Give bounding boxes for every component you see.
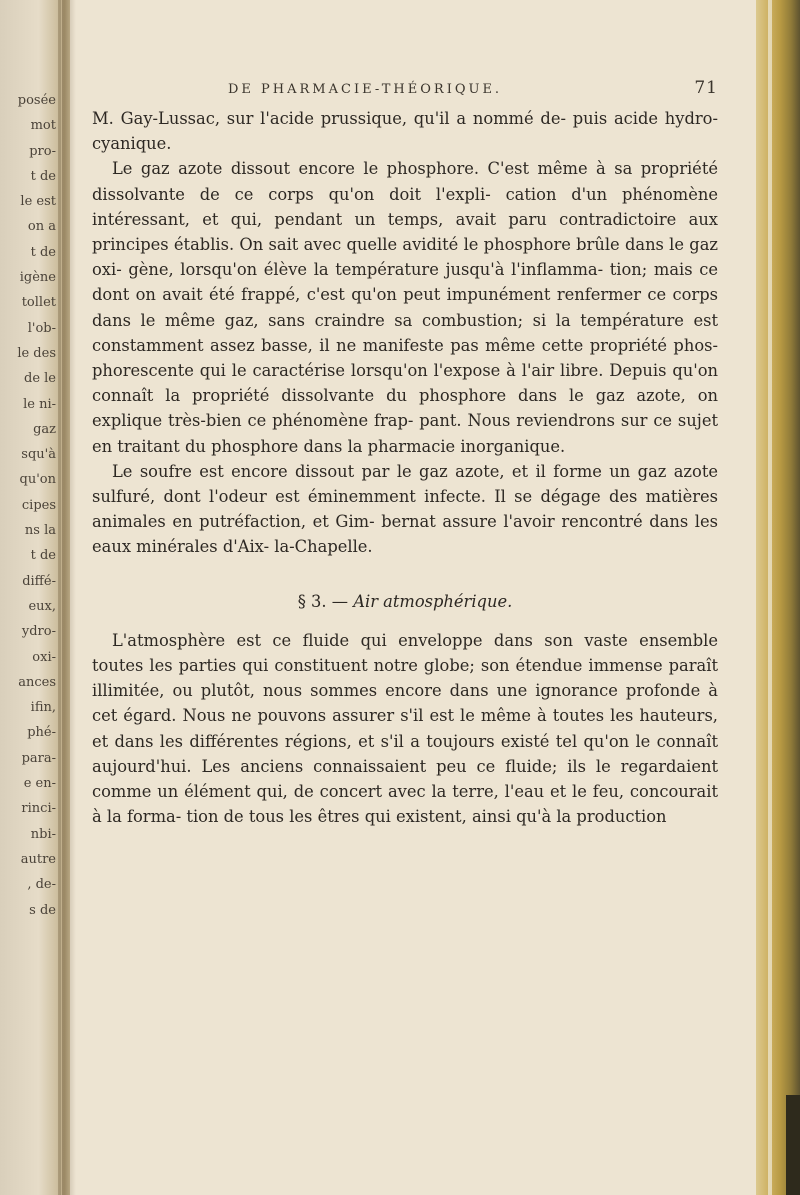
- facing-page-bleed: [0, 88, 58, 923]
- bleed-fragment: t de: [30, 548, 56, 564]
- section-number: § 3.: [297, 591, 327, 611]
- section-dash: —: [331, 591, 349, 611]
- bleed-fragment: oxi-: [32, 649, 56, 665]
- bleed-fragment: ydro-: [21, 624, 56, 640]
- bleed-fragment: gaz: [33, 421, 56, 437]
- bleed-fragment: para-: [21, 750, 56, 766]
- running-header: [92, 78, 718, 106]
- bleed-fragment: le ni-: [23, 396, 56, 412]
- binding-strip: [768, 0, 772, 1195]
- bleed-fragment: t de: [30, 244, 56, 260]
- paragraph: L'atmosphère est ce fluide qui enveloppe dans son vaste ensemble toutes les parties qui constituent notre globe; son étendue immense paraît illimitée, ou plutôt, nous sommes encore dans une ignorance profonde à cet égard. Nous ne pouvons assurer s'il est le même à toutes les hauteurs, et dans les différentes régions, et s'il a toujours existé tel qu'on le connaît aujourd'hui. Les anciens connaissaient peu ce fluide; ils le regardaient comme un élément qui, de concert avec la terre, l'eau et le feu, concourait à la forma- tion de tous les êtres qui existent, ainsi qu'à la production: [92, 630, 718, 827]
- bleed-fragment: , de-: [27, 877, 56, 893]
- binding-dark-corner: [786, 1095, 800, 1195]
- bleed-fragment: posée: [17, 93, 56, 108]
- bleed-fragment: le des: [17, 345, 56, 361]
- running-title: DE PHARMACIE-THÉORIQUE.: [228, 82, 503, 97]
- bleed-fragment: on a: [27, 219, 56, 235]
- bleed-fragment: squ'à: [21, 447, 56, 463]
- page-content: [92, 78, 718, 829]
- bleed-fragment: le est: [20, 194, 56, 210]
- bleed-fragment: de le: [24, 371, 56, 387]
- bleed-fragment: phé-: [27, 725, 56, 741]
- bleed-fragment: l'ob-: [27, 320, 56, 336]
- section-title: Air atmosphérique.: [353, 591, 513, 611]
- bleed-fragment: s de: [29, 902, 56, 918]
- paragraph: Le gaz azote dissout encore le phosphore. C'est même à sa propriété dissolvante de ce corps qu'on doit l'expli- cation d'un phénomène intéressant, et qui, pendant un temps, avait paru contradictoire aux principes établis. On sait avec quelle avidité le phosphore brûle dans le gaz oxi- gène, lorsqu'on élève la température jusqu'à l'inflamma- tion; mais ce dont on avait été frappé, c'est qu'on peut impunément renfermer ce corps dans le même gaz, sans craindre sa combustion; si la température est constamment assez basse, il ne manifeste pas même cette propriété phos- phorescente qui le caractérise lorsqu'on l'expose à l'air libre. Depuis qu'on connaît la propriété dissolvante du phosphore dans le gaz azote, on explique très-bien ce phénomène frap- pant. Nous reviendrons sur ce sujet en traitant du phosphore dans la pharmacie inorganique.: [92, 159, 718, 456]
- bleed-fragment: igène: [19, 270, 56, 286]
- page-number: 71: [694, 78, 718, 98]
- right-binding-edge: [756, 0, 800, 1195]
- bleed-fragment: qu'on: [19, 472, 56, 488]
- paragraph: M. Gay-Lussac, sur l'acide prussique, qu'il a nommé de- puis acide hydro-cyanique.: [92, 109, 718, 154]
- bleed-fragment: nbi-: [30, 826, 56, 842]
- bleed-fragment: tollet: [21, 295, 56, 311]
- bleed-fragment: rinci-: [21, 801, 56, 817]
- bleed-fragment: ifin,: [30, 700, 56, 716]
- bleed-fragment: autre: [20, 851, 56, 867]
- bleed-fragment: diffé-: [22, 573, 56, 589]
- body-text: [92, 106, 718, 829]
- paragraph: Le soufre est encore dissout par le gaz azote, et il forme un gaz azote sulfuré, dont l'odeur est éminemment infecte. Il se dégage des matières animales en putréfaction, et Gim- bernat assure l'avoir rencontré dans les eaux minérales d'Aix- la-Chapelle.: [92, 461, 718, 557]
- gutter-shadow: [62, 0, 76, 1195]
- gutter-fold-line: [58, 0, 61, 1195]
- bleed-fragment: ns la: [24, 523, 56, 539]
- bleed-fragment: t de: [30, 168, 56, 184]
- bleed-fragment: pro-: [29, 143, 56, 159]
- bleed-fragment: eux,: [28, 598, 56, 614]
- bleed-fragment: mot: [30, 118, 56, 134]
- bleed-fragment: cipes: [21, 497, 56, 513]
- section-heading: [92, 589, 718, 614]
- bleed-fragment: ances: [18, 674, 56, 690]
- bleed-fragment: e en-: [23, 776, 56, 792]
